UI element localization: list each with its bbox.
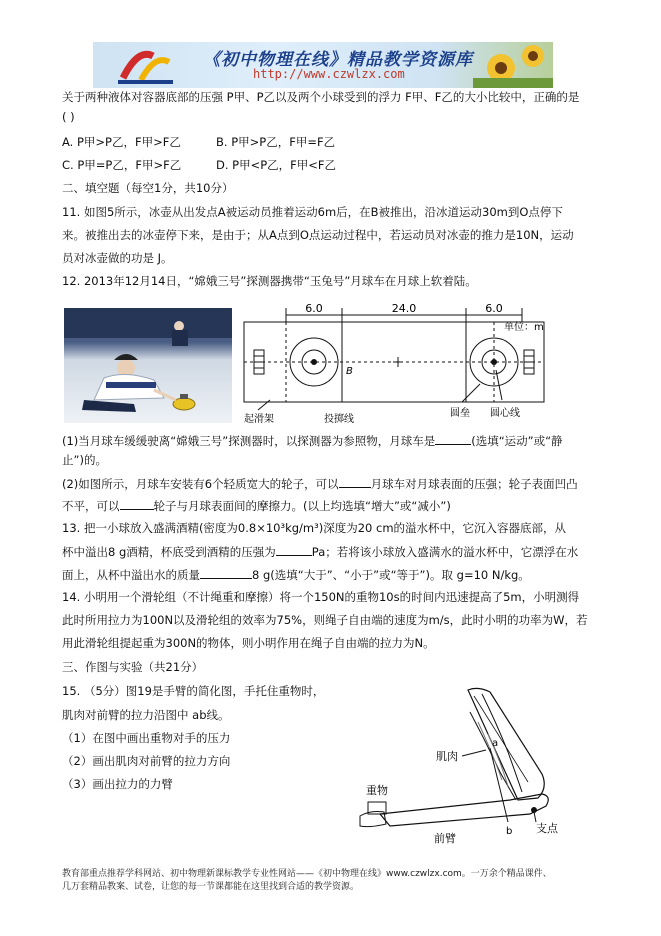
q10-option-b: B. P甲>P乙，F甲=F乙 — [216, 135, 336, 149]
dim-right-label: 6.0 — [485, 302, 503, 315]
point-b-label: B — [346, 366, 353, 377]
footer-line2: 几万套精品教案、试卷，让您的每一节课都能在这里找到合适的教学资源。 — [62, 882, 360, 892]
section2-heading: 二、填空题（每空1分，共10分） — [62, 181, 234, 195]
q10-option-d: D. P甲<P乙，F甲<F乙 — [216, 158, 337, 172]
q14-line2: 此时所用拉力为100N以及滑轮组的效率为75%，则绳子自由端的速度为m/s，此时小明的功率为W，若 — [62, 613, 588, 627]
q13-text-d: 8 g(选填“大于”、“小于”或“等于”)。取 g=10 N/kg。 — [252, 568, 530, 582]
start-rack-label: 起滑架 — [244, 414, 274, 425]
center-circle-label: 圆心线 — [490, 408, 520, 419]
weight-label: 重物 — [366, 784, 388, 797]
q12-sub2-line1 — [62, 475, 578, 492]
q13-line2 — [62, 543, 578, 560]
q13-line1: 13. 把一小球放入盛满酒精(密度为0.8×10³kg/m³)深度为20 cm的溢水杯中，它沉入容器底部，从 — [62, 521, 567, 535]
q12-sub1-text-a: (1)当月球车缓缓驶离“嫦娥三号”探测器时，以探测器为参照物，月球车是 — [62, 434, 436, 448]
q13-text-c: 面上，从杯中溢出水的质量 — [62, 568, 200, 582]
curling-athlete-image — [64, 308, 232, 423]
q11-line3: 员对冰壶做的功是 J。 — [62, 251, 173, 265]
footer-line1: 教育部重点推荐学科网站、初中物理新课标教学专业性网站——《初中物理在线》www.czwlzx.com。一万余个精品课件、 — [62, 869, 552, 879]
button-left — [311, 359, 317, 365]
muscle-outline — [482, 694, 522, 792]
banner-url[interactable]: http://www.czwlzx.com — [253, 67, 405, 81]
answer-blank[interactable] — [339, 475, 371, 488]
q15-line2: 肌肉对前臂的拉力沿图中 ab线。 — [62, 708, 230, 722]
q10-paren: ( ) — [62, 110, 75, 124]
section3-heading: 三、作图与实验（共21分） — [62, 660, 204, 674]
q13-text-b: Pa；若将该小球放入盛满水的溢水杯中，它漂浮在水 — [311, 545, 579, 559]
q12-sub1-line1 — [62, 432, 563, 449]
fulcrum-label: 支点 — [536, 822, 558, 835]
button-right — [491, 359, 497, 365]
point-a-label: a — [492, 738, 499, 749]
throw-line-label: 投掷线 — [324, 414, 354, 425]
page-footer — [62, 868, 602, 894]
dim-left-label: 6.0 — [305, 302, 323, 315]
q12-sub2-text-c: 不平，可以 — [62, 499, 120, 513]
base-circle-label: 圆垒 — [450, 408, 470, 419]
answer-blank[interactable] — [200, 566, 252, 579]
answer-blank[interactable] — [276, 543, 312, 556]
forearm-bone — [380, 794, 548, 826]
point-b-label: b — [506, 826, 513, 837]
unit-label: 单位：m — [504, 322, 544, 333]
dim-mid-label: 24.0 — [391, 302, 417, 315]
q15-item3: （3）画出拉力的力臂 — [62, 777, 173, 791]
q15-line1: 15. （5分）图19是手臂的简化图，手托住重物时， — [62, 684, 325, 698]
arm-diagram — [350, 682, 580, 852]
q12-sub1-line2: 止”)的。 — [62, 453, 107, 467]
q12-sub2-text-a: (2)如图所示，月球车安装有6个轻质宽大的轮子，可以 — [62, 477, 339, 491]
answer-blank[interactable] — [435, 432, 471, 445]
q12-sub2-line2 — [62, 497, 451, 514]
site-logo-icon — [118, 54, 173, 82]
q13-text-a: 杯中溢出8 g酒精，杯底受到酒精的压强为 — [62, 545, 276, 559]
q12-sub2-text-b: 月球车对月球表面的压强；轮子表面凹凸 — [370, 477, 578, 491]
header-banner — [93, 42, 553, 88]
banner-title: 《初中物理在线》精品教学资源库 — [203, 50, 473, 70]
q12-line1: 12. 2013年12月14日，“嫦娥三号”探测器携带“玉兔号”月球车在月球上软着陆。 — [62, 274, 477, 288]
curling-field-diagram — [240, 300, 552, 428]
q11-line1: 11. 如图5所示，冰壶从出发点A被运动员推着运动6m后，在B被推出，沿冰道运动30m到O点停下 — [62, 205, 563, 219]
answer-blank[interactable] — [120, 497, 154, 510]
sunflower-icon — [473, 45, 553, 88]
q11-line2: 来。被推出去的冰壶停下来，是由于；从A点到O点运动过程中，若运动员对冰壶的推力是10N，运动 — [62, 228, 574, 242]
q12-sub2-text-d: 轮子与月球表面间的摩擦力。(以上均选填“增大”或“减小”) — [153, 499, 451, 513]
q15-item1: （1）在图中画出重物对手的压力 — [62, 731, 231, 745]
curling-photo — [64, 308, 232, 423]
forearm-label: 前臂 — [434, 832, 456, 845]
muscle-label: 肌肉 — [436, 750, 458, 763]
q12-sub1-text-b: (选填“运动”或“静 — [471, 434, 563, 448]
q14-line3: 用此滑轮组提起重为300N的物体，则小明作用在绳子自由端的拉力为N。 — [62, 636, 435, 650]
q13-line3 — [62, 566, 530, 583]
q10-stem: 关于两种液体对容器底部的压强 P甲、P乙以及两个小球受到的浮力 F甲、F乙的大小比较中，正确的是 — [62, 90, 580, 104]
q14-line1: 14. 小明用一个滑轮组（不计绳重和摩擦）将一个150N的重物10s的时间内迅速提高了5m，小明测得 — [62, 590, 580, 604]
q15-item2: （2）画出肌肉对前臂的拉力方向 — [62, 754, 231, 768]
q10-option-c: C. P甲=P乙，F甲>F乙 — [62, 158, 182, 172]
q10-option-a: A. P甲>P乙，F甲>F乙 — [62, 135, 181, 149]
